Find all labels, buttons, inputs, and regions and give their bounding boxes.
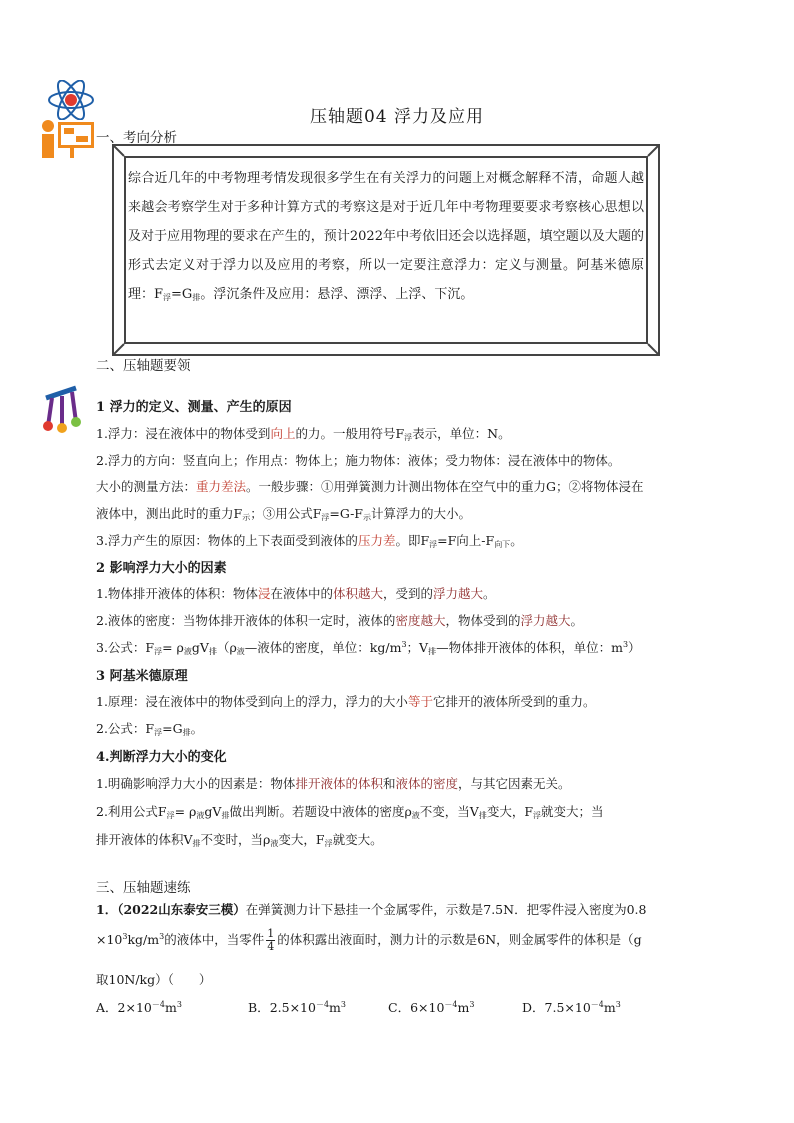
k4-heading: 4.判断浮力大小的变化 — [96, 750, 227, 765]
k1-line-3: 大小的测量方法：重力差法。一般步骤：①用弹簧测力计测出物体在空气中的重力G；②将物体浸在 — [96, 479, 644, 494]
page-title: 压轴题04 浮力及应用 — [309, 107, 485, 127]
fraction-one-quarter: $\frac{1}{4}$ — [267, 927, 275, 953]
k2-line-2: 2.液体的密度：当物体排开液体的体积一定时，液体的密度越大，物体受到的浮力越大。 — [96, 613, 583, 628]
section-heading-practice: 三、压轴题速练 — [96, 880, 191, 896]
k4-line-1: 1.明确影响浮力大小的因素是：物体排开液体的体积和液体的密度，与其它因素无关。 — [96, 776, 571, 791]
section-heading-analysis: 一、考向分析 — [96, 130, 177, 146]
k1-line-4: 液体中，测出此时的重力$F_示$；③用公式$F_浮=G-F_示$计算浮力的大小。 — [96, 506, 471, 522]
question-1-line-2: $\times 10^3kg/m^3$的液体中，当零件 $\frac{1}{4}$ 的体积露出液面时，测力计的示数是6N，则金属零件的体积是（g — [96, 927, 642, 953]
k1-heading: 1 浮力的定义、测量、产生的原因 — [96, 400, 292, 415]
k4-line-2: 2.利用公式$F_浮= \rho_液gV_排$做出判断。若题设中液体的密度$\rho_液$不变，当$V_排$变大，$F_浮$就变大；当 — [96, 804, 604, 820]
choice-b[interactable]: B．$2.5\times 10^{-4}m^3$ — [248, 1000, 346, 1015]
k3-line-1: 1.原理：浸在液体中的物体受到向上的浮力，浮力的大小等于它排开的液体所受到的重力。 — [96, 694, 596, 709]
molecule-icon — [38, 382, 88, 434]
k3-heading: 3 阿基米德原理 — [96, 669, 188, 684]
question-1-line-1: 1．（2022山东泰安三模）在弹簧测力计下悬挂一个金属零件，示数是7.5N．把零件浸入密度为0.8 — [96, 902, 647, 917]
analysis-paragraph: 综合近几年的中考物理考情发现很多学生在有关浮力的问题上对概念解释不清，命题人越来越会考察学生对于多种计算方式的考察这是对于近几年中考物理要要求考察核心思想以及对于应用物理的要求在产生的，预计2022年中考依旧还会以选择题，填空题以及大题的形式去定义对于浮力以及应用的考察，所以一定要注意浮力：定义与测量。阿基米德原理：$F_浮=G_排$。浮沉条件及应用：悬浮、漂浮、上浮、下沉。 — [128, 171, 644, 302]
choice-a[interactable]: A．$2\times 10^{-4}m^3$ — [96, 1000, 182, 1015]
choice-d[interactable]: D．$7.5\times 10^{-4}m^3$ — [522, 1000, 621, 1015]
k1-line-2: 2.浮力的方向：竖直向上；作用点：物体上；施力物体：液体；受力物体：浸在液体中的物体。 — [96, 453, 621, 468]
choice-c[interactable]: C．$6\times 10^{-4}m^3$ — [388, 1000, 475, 1015]
k4-line-3: 排开液体的体积$V_排$不变时，当$\rho_液$变大，$F_浮$就变大。 — [96, 832, 383, 848]
k2-line-3-formula: 3.公式：$F_浮=$ $\rho_液gV_排(\rho_液—$液体的密度，单位：$kg/m^3$；$V_排—$物体排开液体的体积，单位：$m^3$） — [96, 640, 641, 656]
question-1-line-3: 取10N/kg）（ ） — [96, 972, 212, 987]
k2-heading: 2 影响浮力大小的因素 — [96, 561, 227, 576]
k3-line-2: 2.公式：$F_浮=G_排$。 — [96, 721, 204, 737]
k2-line-1: 1.物体排开液体的体积：物体浸在液体中的体积越大，受到的浮力越大。 — [96, 586, 496, 601]
k1-line-1: 1.浮力：浸在液体中的物体受到向上的力。一般用符号$F_浮$表示，单位：N。 — [96, 426, 511, 442]
section-heading-points: 二、压轴题要领 — [96, 358, 191, 374]
k1-line-5: 3.浮力产生的原因：物体的上下表面受到液体的压力差。即$F_浮=F$向上$-F_{向下}$。 — [96, 533, 523, 549]
